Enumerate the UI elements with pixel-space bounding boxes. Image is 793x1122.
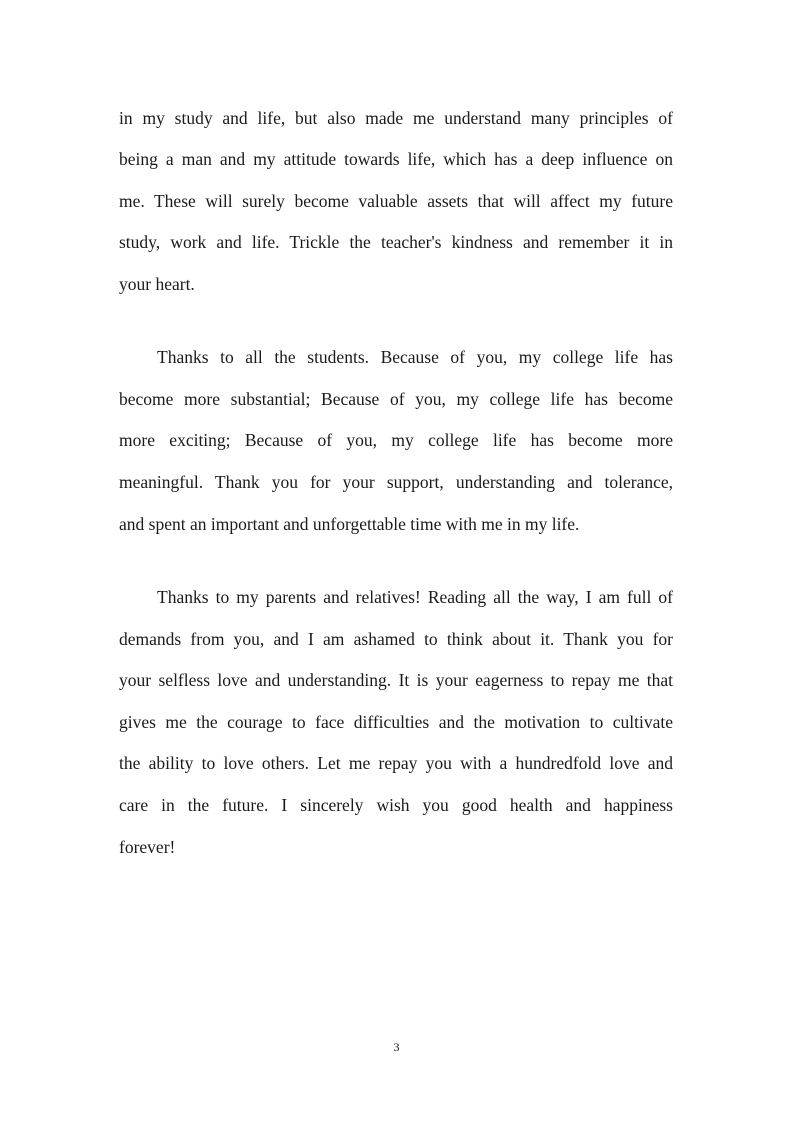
paragraph-1-line-5: your heart. <box>119 274 195 294</box>
paragraph-3-line-4: gives me the courage to face difficulties and the motivation to cultivate <box>119 712 673 732</box>
paragraph-3-line-5: the ability to love others. Let me repay you with a hundredfold love and <box>119 753 673 773</box>
paragraph-2-line-2: become more substantial; Because of you, my college life has become <box>119 389 673 409</box>
paragraph-3-line-7: forever! <box>119 837 176 857</box>
paragraph-2-line-3: more exciting; Because of you, my college life has become more <box>119 430 673 450</box>
paragraph-2-line-4: meaningful. Thank you for your support, understanding and tolerance, <box>119 472 673 492</box>
paragraph-1-line-1: in my study and life, but also made me understand many principles of <box>119 108 673 128</box>
paragraph-3-line-3: your selfless love and understanding. It is your eagerness to repay me that <box>119 670 673 690</box>
paragraph-2-line-5: and spent an important and unforgettable time with me in my life. <box>119 514 580 534</box>
page-number: 3 <box>393 1040 400 1054</box>
paragraph-3-line-2: demands from you, and I am ashamed to think about it. Thank you for <box>119 629 673 649</box>
paragraph-3-line-6: care in the future. I sincerely wish you good health and happiness <box>119 795 673 815</box>
paragraph-1-line-4: study, work and life. Trickle the teacher's kindness and remember it in <box>119 232 673 252</box>
paragraph-2-line-1: Thanks to all the students. Because of you, my college life has <box>157 347 673 367</box>
paragraph-1-line-2: being a man and my attitude towards life, which has a deep influence on <box>119 149 673 169</box>
paragraph-3-line-1: Thanks to my parents and relatives! Reading all the way, I am full of <box>157 587 673 607</box>
paragraph-1-line-3: me. These will surely become valuable assets that will affect my future <box>119 191 673 211</box>
